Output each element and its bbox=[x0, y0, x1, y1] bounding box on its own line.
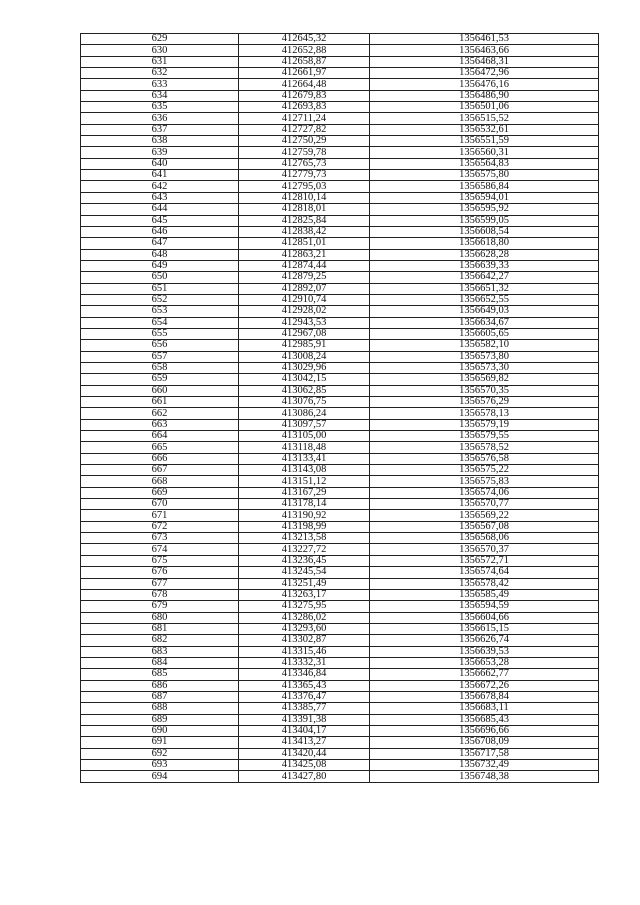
x-coordinate-cell: 413198,99 bbox=[239, 521, 370, 532]
point-number-cell: 693 bbox=[81, 760, 239, 771]
table-row bbox=[81, 748, 599, 759]
table-row bbox=[81, 453, 599, 464]
y-coordinate-cell: 1356572,71 bbox=[370, 555, 599, 566]
table-row bbox=[81, 238, 599, 249]
y-coordinate-cell: 1356685,43 bbox=[370, 714, 599, 725]
point-number-cell: 656 bbox=[81, 340, 239, 351]
x-coordinate-cell: 412759,78 bbox=[239, 147, 370, 158]
point-number-cell: 637 bbox=[81, 124, 239, 135]
x-coordinate-cell: 412664,48 bbox=[239, 79, 370, 90]
point-number-cell: 682 bbox=[81, 635, 239, 646]
y-coordinate-cell: 1356672,26 bbox=[370, 680, 599, 691]
x-coordinate-cell: 412967,08 bbox=[239, 328, 370, 339]
point-number-cell: 681 bbox=[81, 623, 239, 634]
x-coordinate-cell: 413118,48 bbox=[239, 442, 370, 453]
point-number-cell: 647 bbox=[81, 238, 239, 249]
point-number-cell: 665 bbox=[81, 442, 239, 453]
table-row bbox=[81, 351, 599, 362]
table-row bbox=[81, 725, 599, 736]
point-number-cell: 680 bbox=[81, 612, 239, 623]
point-number-cell: 664 bbox=[81, 431, 239, 442]
y-coordinate-cell: 1356594,01 bbox=[370, 192, 599, 203]
x-coordinate-cell: 412879,25 bbox=[239, 272, 370, 283]
x-coordinate-cell: 413245,54 bbox=[239, 567, 370, 578]
table-row bbox=[81, 635, 599, 646]
x-coordinate-cell: 413315,46 bbox=[239, 646, 370, 657]
y-coordinate-cell: 1356626,74 bbox=[370, 635, 599, 646]
table-row bbox=[81, 760, 599, 771]
y-coordinate-cell: 1356468,31 bbox=[370, 56, 599, 67]
x-coordinate-cell: 412838,42 bbox=[239, 226, 370, 237]
point-number-cell: 685 bbox=[81, 669, 239, 680]
point-number-cell: 642 bbox=[81, 181, 239, 192]
table-row bbox=[81, 272, 599, 283]
y-coordinate-cell: 1356652,55 bbox=[370, 294, 599, 305]
point-number-cell: 676 bbox=[81, 567, 239, 578]
point-number-cell: 639 bbox=[81, 147, 239, 158]
y-coordinate-cell: 1356594,59 bbox=[370, 601, 599, 612]
y-coordinate-cell: 1356732,49 bbox=[370, 760, 599, 771]
x-coordinate-cell: 413143,08 bbox=[239, 465, 370, 476]
y-coordinate-cell: 1356570,77 bbox=[370, 499, 599, 510]
y-coordinate-cell: 1356569,22 bbox=[370, 510, 599, 521]
x-coordinate-cell: 413404,17 bbox=[239, 725, 370, 736]
table-row bbox=[81, 328, 599, 339]
table-row bbox=[81, 397, 599, 408]
point-number-cell: 687 bbox=[81, 691, 239, 702]
point-number-cell: 633 bbox=[81, 79, 239, 90]
x-coordinate-cell: 412661,97 bbox=[239, 68, 370, 79]
table-row bbox=[81, 45, 599, 56]
x-coordinate-cell: 413346,84 bbox=[239, 669, 370, 680]
x-coordinate-cell: 413151,12 bbox=[239, 476, 370, 487]
point-number-cell: 638 bbox=[81, 136, 239, 147]
x-coordinate-cell: 412693,83 bbox=[239, 102, 370, 113]
point-number-cell: 632 bbox=[81, 68, 239, 79]
point-number-cell: 674 bbox=[81, 544, 239, 555]
y-coordinate-cell: 1356599,05 bbox=[370, 215, 599, 226]
point-number-cell: 651 bbox=[81, 283, 239, 294]
y-coordinate-cell: 1356564,83 bbox=[370, 158, 599, 169]
x-coordinate-cell: 413105,00 bbox=[239, 431, 370, 442]
table-row bbox=[81, 578, 599, 589]
y-coordinate-cell: 1356575,80 bbox=[370, 170, 599, 181]
x-coordinate-cell: 413263,17 bbox=[239, 589, 370, 600]
point-number-cell: 666 bbox=[81, 453, 239, 464]
point-number-cell: 654 bbox=[81, 317, 239, 328]
x-coordinate-cell: 413427,80 bbox=[239, 771, 370, 782]
table-row bbox=[81, 703, 599, 714]
x-coordinate-cell: 413178,14 bbox=[239, 499, 370, 510]
x-coordinate-cell: 413286,02 bbox=[239, 612, 370, 623]
x-coordinate-cell: 413167,29 bbox=[239, 487, 370, 498]
point-number-cell: 630 bbox=[81, 45, 239, 56]
table-row bbox=[81, 113, 599, 124]
y-coordinate-cell: 1356569,82 bbox=[370, 374, 599, 385]
y-coordinate-cell: 1356560,31 bbox=[370, 147, 599, 158]
x-coordinate-cell: 413376,47 bbox=[239, 691, 370, 702]
point-number-cell: 646 bbox=[81, 226, 239, 237]
y-coordinate-cell: 1356570,35 bbox=[370, 385, 599, 396]
table-row bbox=[81, 68, 599, 79]
y-coordinate-cell: 1356570,37 bbox=[370, 544, 599, 555]
x-coordinate-cell: 412679,83 bbox=[239, 90, 370, 101]
table-row bbox=[81, 476, 599, 487]
y-coordinate-cell: 1356575,22 bbox=[370, 465, 599, 476]
table-row bbox=[81, 510, 599, 521]
x-coordinate-cell: 413425,08 bbox=[239, 760, 370, 771]
table-row bbox=[81, 646, 599, 657]
table-row bbox=[81, 680, 599, 691]
table-row bbox=[81, 317, 599, 328]
y-coordinate-cell: 1356579,55 bbox=[370, 431, 599, 442]
x-coordinate-cell: 412943,53 bbox=[239, 317, 370, 328]
table-row bbox=[81, 487, 599, 498]
x-coordinate-cell: 413097,57 bbox=[239, 419, 370, 430]
x-coordinate-cell: 412765,73 bbox=[239, 158, 370, 169]
point-number-cell: 660 bbox=[81, 385, 239, 396]
y-coordinate-cell: 1356634,67 bbox=[370, 317, 599, 328]
y-coordinate-cell: 1356578,52 bbox=[370, 442, 599, 453]
y-coordinate-cell: 1356696,66 bbox=[370, 725, 599, 736]
table-row bbox=[81, 567, 599, 578]
y-coordinate-cell: 1356578,42 bbox=[370, 578, 599, 589]
y-coordinate-cell: 1356574,64 bbox=[370, 567, 599, 578]
y-coordinate-cell: 1356717,58 bbox=[370, 748, 599, 759]
x-coordinate-cell: 412892,07 bbox=[239, 283, 370, 294]
point-number-cell: 667 bbox=[81, 465, 239, 476]
x-coordinate-cell: 413133,41 bbox=[239, 453, 370, 464]
x-coordinate-cell: 413042,15 bbox=[239, 374, 370, 385]
x-coordinate-cell: 412750,29 bbox=[239, 136, 370, 147]
table-row bbox=[81, 714, 599, 725]
y-coordinate-cell: 1356628,28 bbox=[370, 249, 599, 260]
point-number-cell: 657 bbox=[81, 351, 239, 362]
x-coordinate-cell: 412825,84 bbox=[239, 215, 370, 226]
table-row bbox=[81, 215, 599, 226]
y-coordinate-cell: 1356573,80 bbox=[370, 351, 599, 362]
y-coordinate-cell: 1356642,27 bbox=[370, 272, 599, 283]
x-coordinate-cell: 412928,02 bbox=[239, 306, 370, 317]
table-row bbox=[81, 419, 599, 430]
point-number-cell: 689 bbox=[81, 714, 239, 725]
point-number-cell: 640 bbox=[81, 158, 239, 169]
x-coordinate-cell: 413293,60 bbox=[239, 623, 370, 634]
point-number-cell: 631 bbox=[81, 56, 239, 67]
table-row bbox=[81, 589, 599, 600]
point-number-cell: 677 bbox=[81, 578, 239, 589]
coordinates-table-body bbox=[81, 34, 599, 783]
table-row bbox=[81, 56, 599, 67]
x-coordinate-cell: 412818,01 bbox=[239, 204, 370, 215]
x-coordinate-cell: 413420,44 bbox=[239, 748, 370, 759]
y-coordinate-cell: 1356576,29 bbox=[370, 397, 599, 408]
x-coordinate-cell: 412985,91 bbox=[239, 340, 370, 351]
y-coordinate-cell: 1356575,83 bbox=[370, 476, 599, 487]
x-coordinate-cell: 413029,96 bbox=[239, 362, 370, 373]
point-number-cell: 691 bbox=[81, 737, 239, 748]
table-row bbox=[81, 102, 599, 113]
point-number-cell: 694 bbox=[81, 771, 239, 782]
table-row bbox=[81, 408, 599, 419]
point-number-cell: 652 bbox=[81, 294, 239, 305]
point-number-cell: 663 bbox=[81, 419, 239, 430]
y-coordinate-cell: 1356567,08 bbox=[370, 521, 599, 532]
x-coordinate-cell: 413413,27 bbox=[239, 737, 370, 748]
x-coordinate-cell: 413251,49 bbox=[239, 578, 370, 589]
point-number-cell: 645 bbox=[81, 215, 239, 226]
y-coordinate-cell: 1356568,06 bbox=[370, 533, 599, 544]
x-coordinate-cell: 413190,92 bbox=[239, 510, 370, 521]
y-coordinate-cell: 1356532,61 bbox=[370, 124, 599, 135]
point-number-cell: 634 bbox=[81, 90, 239, 101]
point-number-cell: 672 bbox=[81, 521, 239, 532]
table-row bbox=[81, 260, 599, 271]
x-coordinate-cell: 413302,87 bbox=[239, 635, 370, 646]
x-coordinate-cell: 413236,45 bbox=[239, 555, 370, 566]
table-row bbox=[81, 521, 599, 532]
point-number-cell: 678 bbox=[81, 589, 239, 600]
x-coordinate-cell: 413076,75 bbox=[239, 397, 370, 408]
table-row bbox=[81, 181, 599, 192]
point-number-cell: 688 bbox=[81, 703, 239, 714]
x-coordinate-cell: 412727,82 bbox=[239, 124, 370, 135]
point-number-cell: 650 bbox=[81, 272, 239, 283]
y-coordinate-cell: 1356604,66 bbox=[370, 612, 599, 623]
table-row bbox=[81, 431, 599, 442]
x-coordinate-cell: 413275,95 bbox=[239, 601, 370, 612]
point-number-cell: 649 bbox=[81, 260, 239, 271]
x-coordinate-cell: 412795,03 bbox=[239, 181, 370, 192]
y-coordinate-cell: 1356582,10 bbox=[370, 340, 599, 351]
point-number-cell: 635 bbox=[81, 102, 239, 113]
table-row bbox=[81, 204, 599, 215]
table-row bbox=[81, 623, 599, 634]
y-coordinate-cell: 1356651,32 bbox=[370, 283, 599, 294]
table-row bbox=[81, 691, 599, 702]
table-row bbox=[81, 362, 599, 373]
x-coordinate-cell: 412863,21 bbox=[239, 249, 370, 260]
y-coordinate-cell: 1356678,84 bbox=[370, 691, 599, 702]
point-number-cell: 684 bbox=[81, 657, 239, 668]
y-coordinate-cell: 1356639,53 bbox=[370, 646, 599, 657]
y-coordinate-cell: 1356615,15 bbox=[370, 623, 599, 634]
point-number-cell: 686 bbox=[81, 680, 239, 691]
y-coordinate-cell: 1356683,11 bbox=[370, 703, 599, 714]
table-row bbox=[81, 544, 599, 555]
table-row bbox=[81, 249, 599, 260]
table-row bbox=[81, 601, 599, 612]
table-row bbox=[81, 771, 599, 782]
point-number-cell: 671 bbox=[81, 510, 239, 521]
point-number-cell: 636 bbox=[81, 113, 239, 124]
point-number-cell: 655 bbox=[81, 328, 239, 339]
y-coordinate-cell: 1356608,54 bbox=[370, 226, 599, 237]
y-coordinate-cell: 1356578,13 bbox=[370, 408, 599, 419]
table-row bbox=[81, 374, 599, 385]
x-coordinate-cell: 412779,73 bbox=[239, 170, 370, 181]
x-coordinate-cell: 413008,24 bbox=[239, 351, 370, 362]
table-row bbox=[81, 669, 599, 680]
x-coordinate-cell: 413391,38 bbox=[239, 714, 370, 725]
point-number-cell: 662 bbox=[81, 408, 239, 419]
y-coordinate-cell: 1356573,30 bbox=[370, 362, 599, 373]
x-coordinate-cell: 412711,24 bbox=[239, 113, 370, 124]
table-row bbox=[81, 170, 599, 181]
y-coordinate-cell: 1356574,06 bbox=[370, 487, 599, 498]
table-row bbox=[81, 533, 599, 544]
point-number-cell: 692 bbox=[81, 748, 239, 759]
table-row bbox=[81, 612, 599, 623]
y-coordinate-cell: 1356579,19 bbox=[370, 419, 599, 430]
x-coordinate-cell: 412910,74 bbox=[239, 294, 370, 305]
point-number-cell: 690 bbox=[81, 725, 239, 736]
table-row bbox=[81, 34, 599, 45]
table-row bbox=[81, 385, 599, 396]
point-number-cell: 658 bbox=[81, 362, 239, 373]
point-number-cell: 673 bbox=[81, 533, 239, 544]
y-coordinate-cell: 1356463,66 bbox=[370, 45, 599, 56]
table-row bbox=[81, 294, 599, 305]
point-number-cell: 668 bbox=[81, 476, 239, 487]
y-coordinate-cell: 1356618,80 bbox=[370, 238, 599, 249]
point-number-cell: 683 bbox=[81, 646, 239, 657]
x-coordinate-cell: 413385,77 bbox=[239, 703, 370, 714]
y-coordinate-cell: 1356708,09 bbox=[370, 737, 599, 748]
y-coordinate-cell: 1356639,33 bbox=[370, 260, 599, 271]
table-row bbox=[81, 465, 599, 476]
x-coordinate-cell: 413213,58 bbox=[239, 533, 370, 544]
y-coordinate-cell: 1356515,52 bbox=[370, 113, 599, 124]
x-coordinate-cell: 412658,87 bbox=[239, 56, 370, 67]
point-number-cell: 648 bbox=[81, 249, 239, 260]
table-row bbox=[81, 90, 599, 101]
x-coordinate-cell: 413086,24 bbox=[239, 408, 370, 419]
y-coordinate-cell: 1356501,06 bbox=[370, 102, 599, 113]
table-row bbox=[81, 192, 599, 203]
table-row bbox=[81, 555, 599, 566]
y-coordinate-cell: 1356653,28 bbox=[370, 657, 599, 668]
point-number-cell: 679 bbox=[81, 601, 239, 612]
table-row bbox=[81, 657, 599, 668]
y-coordinate-cell: 1356586,84 bbox=[370, 181, 599, 192]
y-coordinate-cell: 1356662,77 bbox=[370, 669, 599, 680]
y-coordinate-cell: 1356585,49 bbox=[370, 589, 599, 600]
y-coordinate-cell: 1356605,65 bbox=[370, 328, 599, 339]
y-coordinate-cell: 1356748,38 bbox=[370, 771, 599, 782]
point-number-cell: 670 bbox=[81, 499, 239, 510]
point-number-cell: 629 bbox=[81, 34, 239, 45]
x-coordinate-cell: 413062,85 bbox=[239, 385, 370, 396]
y-coordinate-cell: 1356472,96 bbox=[370, 68, 599, 79]
table-row bbox=[81, 136, 599, 147]
y-coordinate-cell: 1356486,90 bbox=[370, 90, 599, 101]
y-coordinate-cell: 1356551,59 bbox=[370, 136, 599, 147]
x-coordinate-cell: 413365,43 bbox=[239, 680, 370, 691]
y-coordinate-cell: 1356476,16 bbox=[370, 79, 599, 90]
table-row bbox=[81, 306, 599, 317]
table-row bbox=[81, 737, 599, 748]
x-coordinate-cell: 412810,14 bbox=[239, 192, 370, 203]
table-row bbox=[81, 499, 599, 510]
y-coordinate-cell: 1356649,03 bbox=[370, 306, 599, 317]
x-coordinate-cell: 412851,01 bbox=[239, 238, 370, 249]
table-row bbox=[81, 158, 599, 169]
table-row bbox=[81, 79, 599, 90]
x-coordinate-cell: 413227,72 bbox=[239, 544, 370, 555]
x-coordinate-cell: 412652,88 bbox=[239, 45, 370, 56]
point-number-cell: 661 bbox=[81, 397, 239, 408]
x-coordinate-cell: 412874,44 bbox=[239, 260, 370, 271]
table-row bbox=[81, 340, 599, 351]
coordinates-table bbox=[80, 33, 599, 783]
x-coordinate-cell: 412645,32 bbox=[239, 34, 370, 45]
table-row bbox=[81, 442, 599, 453]
x-coordinate-cell: 413332,31 bbox=[239, 657, 370, 668]
point-number-cell: 669 bbox=[81, 487, 239, 498]
table-row bbox=[81, 226, 599, 237]
point-number-cell: 644 bbox=[81, 204, 239, 215]
table-row bbox=[81, 283, 599, 294]
y-coordinate-cell: 1356576,58 bbox=[370, 453, 599, 464]
table-row bbox=[81, 124, 599, 135]
point-number-cell: 641 bbox=[81, 170, 239, 181]
point-number-cell: 653 bbox=[81, 306, 239, 317]
point-number-cell: 675 bbox=[81, 555, 239, 566]
point-number-cell: 659 bbox=[81, 374, 239, 385]
y-coordinate-cell: 1356461,53 bbox=[370, 34, 599, 45]
table-row bbox=[81, 147, 599, 158]
point-number-cell: 643 bbox=[81, 192, 239, 203]
y-coordinate-cell: 1356595,92 bbox=[370, 204, 599, 215]
